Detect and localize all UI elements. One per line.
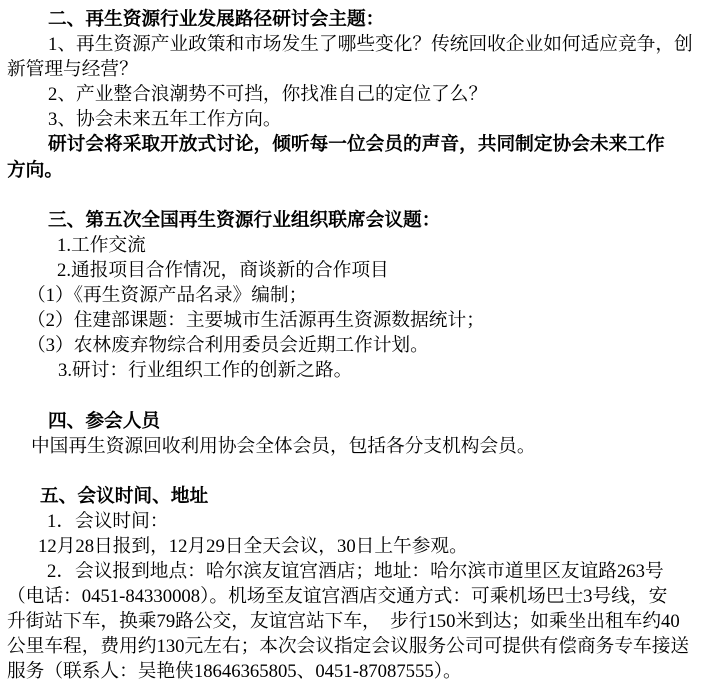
section-2-item-2: 2、产业整合浪潮势不可挡，你找准自己的定位了么？ [48,84,488,106]
section-2-note: 研讨会将采取开放式讨论，倾听每一位会员的声音，共同制定协会未来工作 [48,134,665,156]
section-5-item-2-cont-4: 服务（联系人：吴艳侠18646365805、0451-87087555）。 [7,661,462,683]
section-2-heading: 二、再生资源行业发展路径研讨会主题： [48,9,385,30]
blank-line [7,383,713,408]
section-3-item-2-sub-3: （3）农林废弃物综合利用委员会近期工作计划。 [27,335,429,357]
section-3-item-2: 2.通报项目合作情况，商谈新的合作项目 [57,259,389,281]
section-4-attendees: 中国再生资源回收利用协会全体会员，包括各分支机构会员。 [31,435,536,457]
section-3-item-3: 3.研讨：行业组织工作的创新之路。 [58,360,353,382]
section-5-item-1: 1．会议时间： [47,510,169,532]
section-2-item-1: 1、再生资源产业政策和市场发生了哪些变化？传统回收企业如何适应竞争，创 [48,34,693,56]
section-2-item-3: 3、协会未来五年工作方向。 [48,109,282,131]
section-5-heading: 五、会议时间、地址 [40,485,209,507]
section-5-item-2: 2．会议报到地点：哈尔滨友谊宫酒店；地址：哈尔滨市道里区友谊路263号 [47,561,664,583]
section-3-item-2-sub-2: （2）住建部课题：主要城市生活源再生资源数据统计； [27,310,485,332]
blank-line [7,183,713,208]
section-5-item-2-cont-3: 公里车程，费用约130元左右；本次会议指定会议服务公司可提供有偿商务专车接送 [7,636,690,658]
blank-line [7,459,713,484]
section-2-item-1-cont: 新管理与经营？ [7,59,138,81]
section-3-item-2-sub-1: （1）《再生资源产品名录》编制； [27,285,308,307]
section-3-item-1: 1.工作交流 [57,234,146,256]
section-5-meeting-time: 12月28日报到，12月29日全天会议，30日上午参观。 [38,535,468,557]
section-5-item-2-cont-1: （电话：0451-84330008）。机场至友谊宫酒店交通方式：可乘机场巴士3号线，安 [7,586,668,608]
section-3-heading: 三、第五次全国再生资源行业组织联席会议题： [48,209,441,231]
section-2-note-cont: 方向。 [7,159,64,181]
section-4-heading: 四、参会人员 [48,410,161,432]
section-5-item-2-cont-2: 升街站下车，换乘79路公交，友谊宫站下车， 步行150米到达；如乘坐出租车约40 [7,611,680,633]
